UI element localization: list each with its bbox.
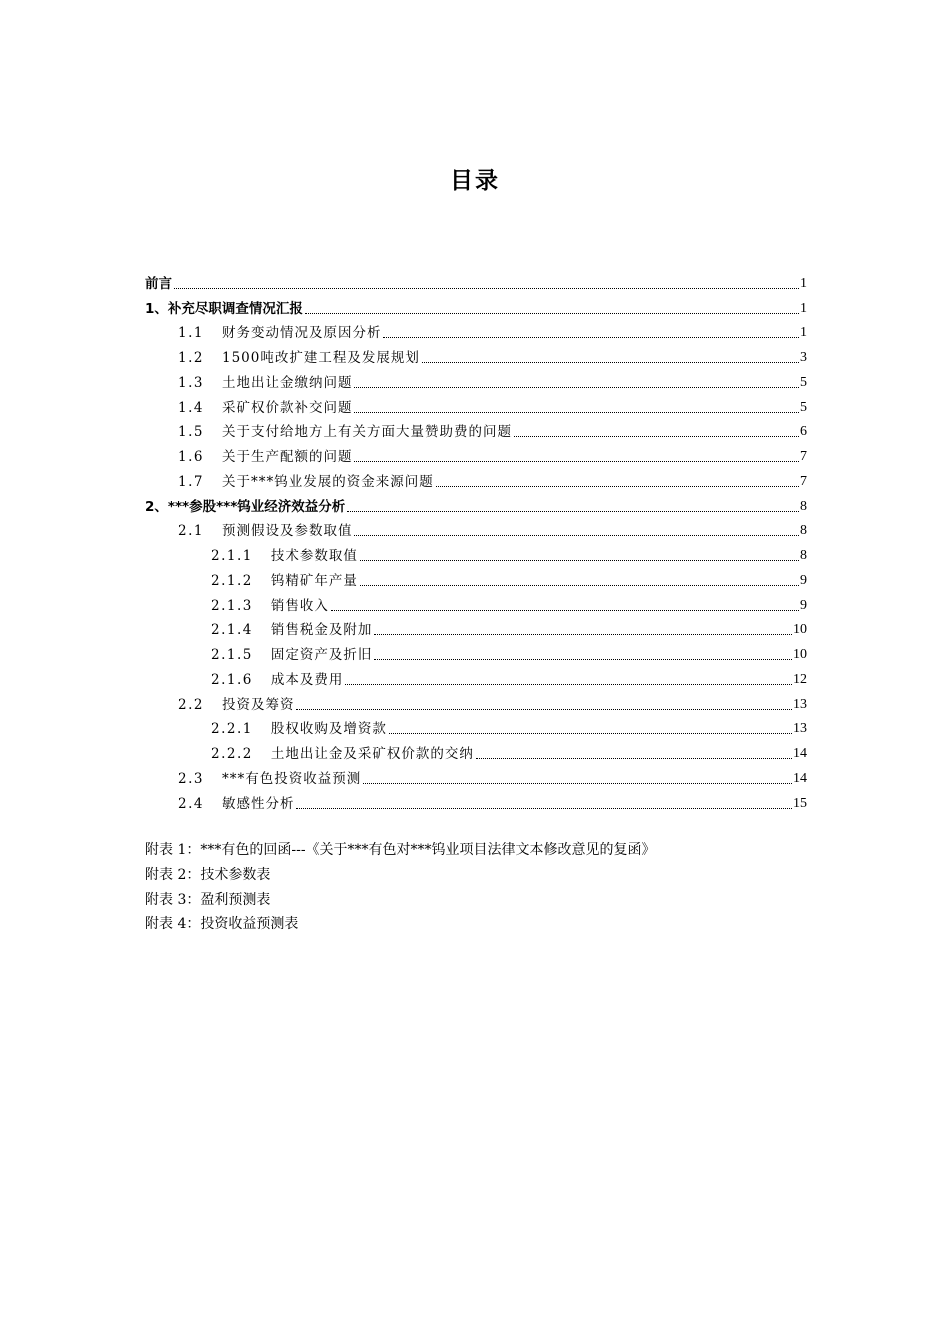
toc-entry[interactable] <box>145 491 807 516</box>
dot-leader <box>296 709 792 710</box>
toc-entry-page-number: 9 <box>800 572 807 588</box>
toc-entry[interactable] <box>145 565 807 590</box>
appendix-item: 附表 1：***有色的回函---《关于***有色对***钨业项目法律文本修改意见的复函》 <box>145 842 656 858</box>
toc-entry-number: 1.6 <box>178 449 204 465</box>
dot-leader <box>174 288 799 289</box>
dot-leader <box>345 684 792 685</box>
dot-leader <box>363 783 792 784</box>
toc-entry[interactable] <box>145 738 807 763</box>
toc-entry[interactable] <box>145 392 807 417</box>
toc-entry-number: 2.1.5 <box>211 647 253 663</box>
toc-entry-page-number: 7 <box>800 473 807 489</box>
toc-entry-label: 固定资产及折旧 <box>270 647 373 663</box>
toc-entry-number: 2.1.1 <box>211 548 253 564</box>
dot-leader <box>476 758 792 759</box>
dot-leader <box>360 585 799 586</box>
toc-entry-page-number: 1 <box>800 325 807 341</box>
toc-entry-label: ***有色投资收益预测 <box>221 770 362 787</box>
toc-entry[interactable] <box>145 268 807 293</box>
toc-entry-page-number: 1 <box>800 300 807 316</box>
dot-leader <box>305 313 799 314</box>
toc-entry-number: 2.1.4 <box>211 622 253 639</box>
toc-entry-label: 关于***钨业发展的资金来源问题 <box>221 473 434 490</box>
dot-leader <box>331 610 799 611</box>
toc-entry-label: 土地出让金缴纳问题 <box>221 374 353 391</box>
toc-entry-page-number: 14 <box>793 770 807 786</box>
toc-entry-number: 2.1 <box>178 523 204 540</box>
toc-entry-number: 1.1 <box>178 325 204 342</box>
toc-entry[interactable] <box>145 441 807 466</box>
toc-entry-number: 2.1.2 <box>211 572 253 589</box>
appendix-item: 附表 2：技术参数表 <box>145 866 271 883</box>
toc-entry-label: 财务变动情况及原因分析 <box>221 325 382 342</box>
toc-entry[interactable] <box>145 293 807 318</box>
dot-leader <box>354 412 799 413</box>
dot-leader <box>422 362 799 363</box>
dot-leader <box>354 535 799 536</box>
appendix-list <box>145 840 656 939</box>
dot-leader <box>347 511 799 512</box>
toc-entry-label: 采矿权价款补交问题 <box>221 399 353 416</box>
toc-entry-number: 2.3 <box>178 770 204 787</box>
toc-entry-label: 2、***参股***钨业经济效益分析 <box>145 498 346 515</box>
toc-entry-number: 2.4 <box>178 795 204 812</box>
toc-entry-number: 1.5 <box>178 424 204 441</box>
toc-entry-page-number: 9 <box>800 597 807 613</box>
toc-entry-page-number: 14 <box>793 746 807 761</box>
toc-entry-label: 土地出让金及采矿权价款的交纳 <box>270 746 474 762</box>
toc-entry-page-number: 3 <box>800 350 807 365</box>
toc-entry[interactable] <box>145 615 807 640</box>
toc-entry-page-number: 6 <box>800 424 807 440</box>
toc-entry-label: 前言 <box>145 275 172 292</box>
toc-entry-page-number: 5 <box>800 399 807 415</box>
toc-entry-label: 关于生产配额的问题 <box>221 449 353 465</box>
toc-entry-page-number: 10 <box>793 647 807 662</box>
toc-entry-label: 技术参数取值 <box>270 548 358 564</box>
toc-entry-label: 关于支付给地方上有关方面大量赞助费的问题 <box>221 424 512 441</box>
toc-entry-number: 1.3 <box>178 374 204 391</box>
dot-leader <box>374 659 792 660</box>
toc-entry-page-number: 7 <box>800 449 807 464</box>
toc-entry-label: 敏感性分析 <box>221 795 295 812</box>
dot-leader <box>360 560 799 561</box>
toc-entry-number: 1.4 <box>178 399 204 416</box>
dot-leader <box>296 808 792 809</box>
toc-entry-page-number: 13 <box>793 696 807 712</box>
toc-entry-page-number: 1 <box>800 275 807 291</box>
dot-leader <box>436 486 799 487</box>
toc-entry[interactable] <box>145 342 807 367</box>
toc-entry-page-number: 8 <box>800 548 807 563</box>
appendix-item: 附表 4：投资收益预测表 <box>145 916 299 933</box>
toc-entry-number: 2.2.1 <box>211 721 253 738</box>
toc-entry-number: 1.2 <box>178 350 204 366</box>
toc-entry[interactable] <box>145 714 807 739</box>
toc-entry-page-number: 5 <box>800 374 807 390</box>
page-title: 目录 <box>450 168 500 194</box>
dot-leader <box>354 387 799 388</box>
toc-entry[interactable] <box>145 664 807 689</box>
toc-entry-page-number: 12 <box>793 671 807 687</box>
toc-entry-label: 股权收购及增资款 <box>270 721 387 738</box>
toc-entry-number: 2.1.6 <box>211 671 253 688</box>
toc-entry[interactable] <box>145 590 807 615</box>
toc-entry-page-number: 8 <box>800 523 807 539</box>
toc-entry-label: 预测假设及参数取值 <box>221 523 353 540</box>
toc-entry-label: 销售税金及附加 <box>270 622 373 639</box>
toc-entry-page-number: 13 <box>793 721 807 737</box>
toc-entry-label: 成本及费用 <box>270 671 344 688</box>
toc-entry-label: 销售收入 <box>270 597 329 614</box>
toc-entry-label: 钨精矿年产量 <box>270 572 358 589</box>
toc-entry[interactable] <box>145 788 807 813</box>
toc-entry-number: 2.2.2 <box>211 746 253 762</box>
toc-entry[interactable] <box>145 417 807 442</box>
toc-entry[interactable] <box>145 466 807 491</box>
toc-entry[interactable] <box>145 639 807 664</box>
toc-entry[interactable] <box>145 689 807 714</box>
toc-entry-label: 投资及筹资 <box>221 696 295 713</box>
appendix-item: 附表 3：盈利预测表 <box>145 891 271 908</box>
toc-entry-label: 1500吨改扩建工程及发展规划 <box>221 350 420 366</box>
toc-entry[interactable] <box>145 763 807 788</box>
dot-leader <box>374 634 792 635</box>
toc-entry-number: 2.1.3 <box>211 597 253 614</box>
toc-entry[interactable] <box>145 516 807 541</box>
toc-entry-page-number: 15 <box>793 795 807 811</box>
dot-leader <box>354 461 799 462</box>
toc-entry-number: 1.7 <box>178 473 204 490</box>
toc-entry[interactable] <box>145 367 807 392</box>
dot-leader <box>514 436 799 437</box>
toc-entry-number: 2.2 <box>178 696 204 713</box>
toc-entry-label: 1、补充尽职调查情况汇报 <box>145 300 303 317</box>
table-of-contents <box>145 268 807 813</box>
toc-entry[interactable] <box>145 540 807 565</box>
toc-entry-page-number: 10 <box>793 622 807 638</box>
dot-leader <box>383 337 799 338</box>
dot-leader <box>389 733 792 734</box>
toc-entry-page-number: 8 <box>800 498 807 514</box>
toc-entry[interactable] <box>145 318 807 343</box>
